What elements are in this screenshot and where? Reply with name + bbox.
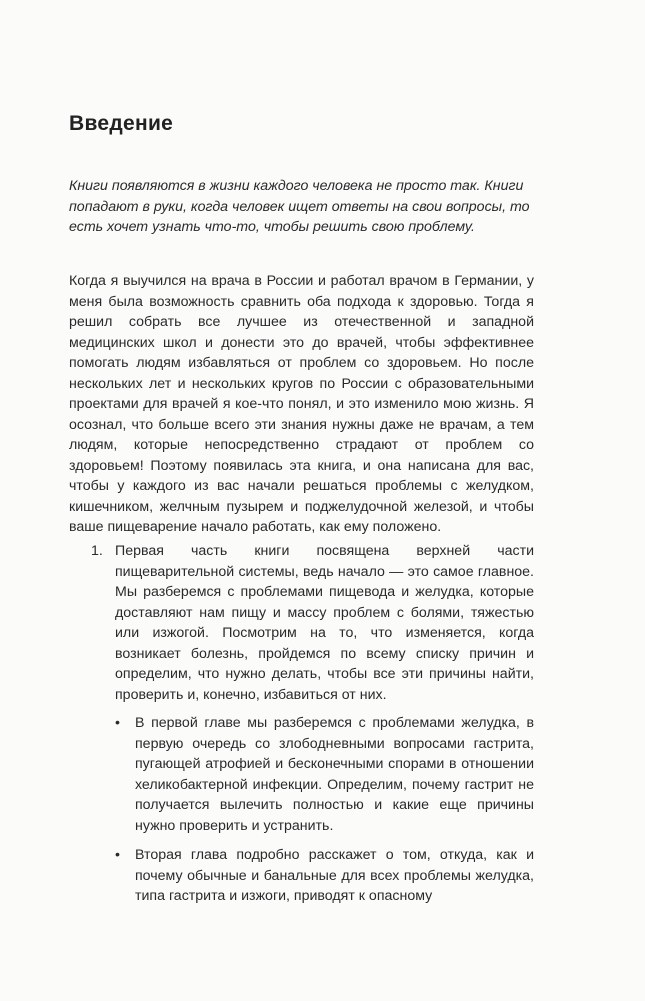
intro-paragraph: Когда я выучился на врача в России и работал врачом в Германии, у меня была возможность сравнить оба подхода к здоровью. Тогда я решил собрать все лучшее из отечественной и западной медицинских школ и донести это до врачей, чтобы эффективнее помогать людям избавляться от проблем со здоровьем. Но после нескольких лет и нескольких кругов по России с образовательными проектами для врачей я кое-что понял, и это изменило мою жизнь. Я осознал, что больше всего эти знания нужны даже не врачам, а тем людям, которые непосредственно страдают от проблем со здоровьем! Поэтому появилась эта книга, и она написана для вас, чтобы у каждого из вас начали решаться проблемы с желудком, кишечником, желчным пузырем и поджелудочной железой, и чтобы ваше пищеварение начало работать, как ему положено.: [69, 273, 534, 535]
list-item-text: Первая часть книги посвящена верхней части пищеварительной системы, ведь начало — это самое главное. Мы разберемся с проблемами пищевода и желудка, которые доставляют нам пищу и массу проблем с болями, тяжестью или изжогой. Посмотрим на то, что изменяется, когда возникает болезнь, пройдемся по всему списку причин и определим, что нужно делать, чтобы все эти причины найти, проверить и, конечно, избавиться от них.: [115, 543, 534, 703]
bullet-marker: •: [115, 847, 120, 863]
chapter-heading: Введение: [69, 112, 174, 135]
bullet-item-text: Вторая глава подробно расскажет о том, откуда, как и почему обычные и банальные для всех проблемы желудка, типа гастрита и изжоги, приводят к опасному: [135, 847, 534, 904]
epigraph-paragraph: Книги появляются в жизни каждого человека не просто так. Книги попадают в руки, когда человек ищет ответы на свои вопросы, то есть хочет узнать что-то, чтобы решить свою проблему.: [69, 178, 530, 235]
bullet-marker: •: [115, 715, 120, 731]
bullet-item-text: В первой главе мы разберемся с проблемами желудка, в первую очередь со злободневными вопросами гастрита, пугающей атрофией и бесконечными спорами в отношении хеликобактерной инфекции. Определим, почему гастрит не получается вылечить полностью и какие еще причины нужно проверить и устранить.: [135, 715, 534, 834]
list-number: 1.: [91, 543, 103, 559]
